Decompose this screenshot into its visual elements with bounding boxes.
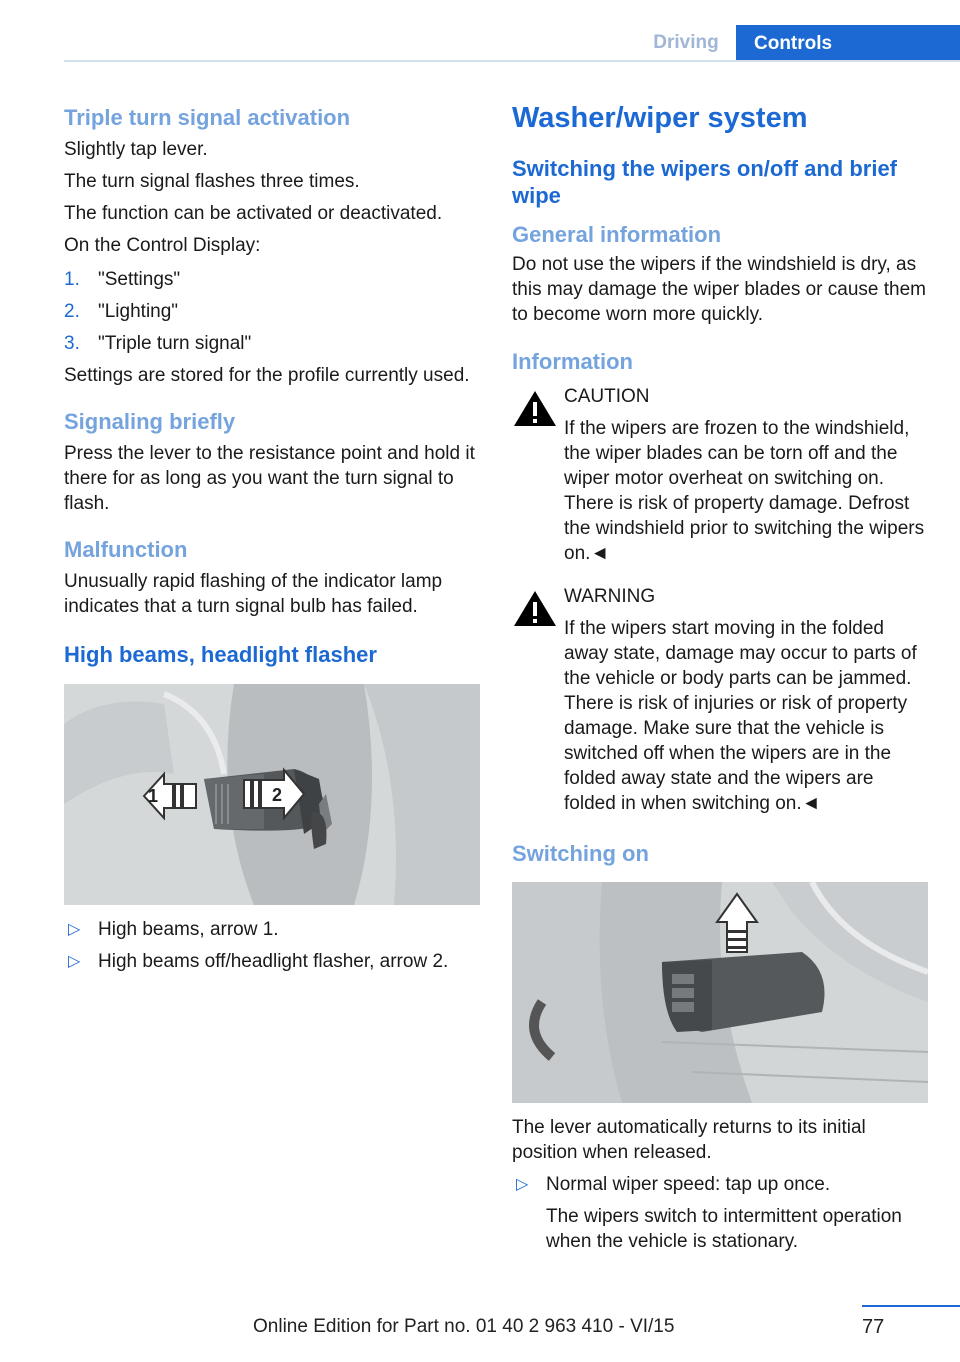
header-chapter: Controls [736,25,960,62]
switching-wipers-heading: Switching the wipers on/off and brief wipe [512,156,898,208]
malfunction-text: Unusually rapid flashing of the indicator lamp indicates that a turn signal bulb has failed. [64,571,443,617]
list-item: ▷ High beams, arrow 1. [68,919,279,940]
triangle-bullet-icon: ▷ [68,953,81,970]
signaling-briefly-text: Press the lever to the resistance point and hold it there for as long as you want the turn signal to flash. [64,443,475,514]
high-beams-list [64,917,482,974]
triple-signal-text-4: On the Control Display: [64,235,261,256]
malfunction-heading: Malfunction [64,537,188,562]
wiper-lever-illustration [512,882,928,1103]
caution-text: If the wipers are frozen to the windshield, the wiper blades can be torn off and the wiper motor overheat on switching on. There is risk of property damage. Defrost the windshield prior to switching the wipers on.◄ [564,418,925,564]
footer-rule [862,1305,960,1307]
warning-notice [512,584,930,816]
switching-on-note: The wipers switch to intermittent operation when the vehicle is stationary. [546,1206,902,1252]
triple-signal-text-1: Slightly tap lever. [64,139,208,160]
list-item: ▷ High beams off/headlight flasher, arrow 2. [68,951,449,972]
triple-signal-text-3: The function can be activated or deactivated. [64,203,443,224]
high-beams-heading: High beams, headlight flasher [64,642,377,667]
triple-signal-text-2: The turn signal flashes three times. [64,171,360,192]
settings-steps [64,267,482,356]
edition-note: Online Edition for Part no. 01 40 2 963 410 - VI/15 [253,1316,675,1337]
list-item: ▷ Normal wiper speed: tap up once. [516,1174,831,1195]
triple-signal-heading: Triple turn signal activation [64,105,351,130]
triangle-bullet-icon: ▷ [68,921,81,938]
header-section: Driving [653,32,719,53]
switching-on-list [512,1172,930,1197]
right-column [512,100,930,1254]
turn-lever-illustration [64,684,480,905]
profile-note: Settings are stored for the profile currently used. [64,365,470,386]
signaling-briefly-heading: Signaling briefly [64,409,236,434]
warning-triangle-icon [512,388,558,428]
washer-wiper-heading: Washer/wiper system [512,102,808,134]
page-number: 77 [862,1316,885,1338]
left-column [64,100,482,974]
information-heading: Information [512,349,633,374]
wiper-lever-figure [512,882,928,1103]
list-item: 3. "Triple turn signal" [64,333,252,354]
general-info-text: Do not use the wipers if the windshield is dry, as this may damage the wiper blades or cause them to become worn more quickly. [512,254,926,325]
switching-on-heading: Switching on [512,841,649,866]
header-rule [64,60,960,62]
list-item: 1. "Settings" [64,269,181,290]
warning-label: WARNING [564,586,656,607]
switching-on-text: The lever automatically returns to its initial position when released. [512,1117,866,1163]
caution-notice [512,384,930,566]
arrow-1-label: 1 [148,786,159,806]
caution-label: CAUTION [564,386,650,407]
arrow-2-label: 2 [272,785,283,805]
triangle-bullet-icon: ▷ [516,1176,529,1193]
high-beams-figure [64,684,480,905]
warning-text: If the wipers start moving in the folded away state, damage may occur to parts of the vehicle or body parts can be jammed. There is risk of injuries or risk of property damage. Make sure that the vehicle is switched off when the wipers are in the folded away state and the wipers are folded in when switching on.◄ [564,618,917,814]
general-info-heading: General information [512,222,722,247]
list-item: 2. "Lighting" [64,301,179,322]
warning-triangle-icon [512,588,558,628]
